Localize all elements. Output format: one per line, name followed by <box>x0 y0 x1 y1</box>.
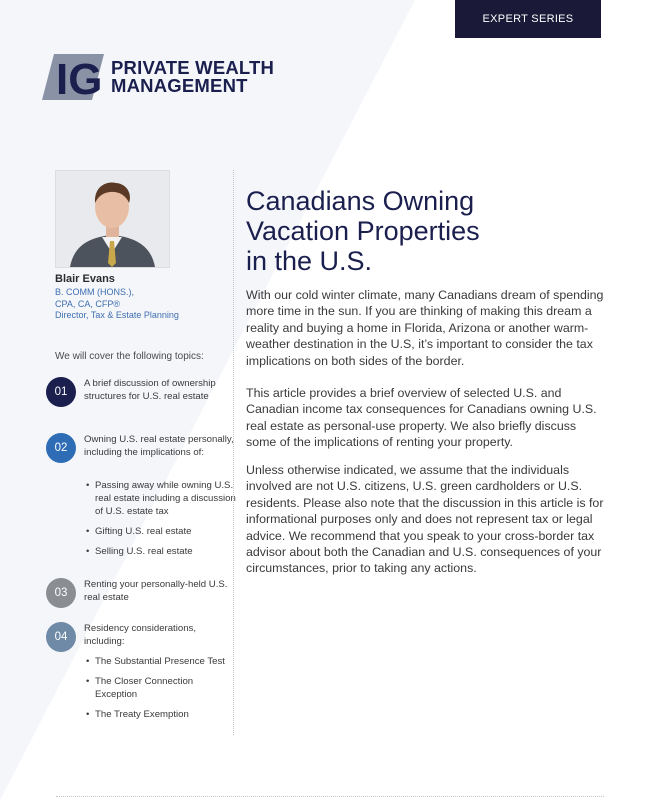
title-line-1: Canadians Owning <box>246 186 475 217</box>
logo-line-2: MANAGEMENT <box>111 75 248 96</box>
author-title: Director, Tax & Estate Planning <box>55 310 179 320</box>
logo-line-1: PRIVATE WEALTH <box>111 57 275 78</box>
topic-subtopics <box>86 479 236 565</box>
topic-label: Residency considerations, including: <box>84 623 196 647</box>
bottom-rule <box>56 796 604 797</box>
logo-wordmark <box>111 59 274 95</box>
author-credential-1: B. COMM (HONS.), <box>55 287 134 297</box>
author-credential-2: CPA, CA, CFP® <box>55 298 120 309</box>
subtopic-item: • Gifting U.S. real estate <box>86 525 236 538</box>
topic-label: Renting your personally-held U.S. real estate <box>84 579 228 603</box>
topics-intro: We will cover the following topics: <box>55 351 204 362</box>
topic-number-badge: 02 <box>46 433 76 463</box>
article-title <box>246 186 566 276</box>
title-line-2: Vacation Properties <box>246 216 480 247</box>
topic-label: Owning U.S. real estate personally, including the implications of: <box>84 434 234 458</box>
logo-mark: IG <box>56 55 103 104</box>
topic-subtopics <box>86 655 236 728</box>
subtopic-item: • The Closer Connection Exception <box>86 675 236 701</box>
topic-number-badge: 04 <box>46 622 76 652</box>
topic-label: A brief discussion of ownership structures for U.S. real estate <box>84 378 216 402</box>
column-divider <box>233 170 234 735</box>
author-photo <box>55 170 170 268</box>
expert-series-badge: EXPERT SERIES <box>455 0 601 38</box>
title-line-3: in the U.S. <box>246 246 373 277</box>
article-paragraph-3: Unless otherwise indicated, we assume that the individuals involved are not U.S. citizens, U.S. green cardholders or U.S. residents. Please also note that the discussion in this article is for informational purposes only and does not represent tax or legal advice. We recommend that you speak to your cross-border tax advisor about both the Canadian and U.S. consequences of your circumstances, prior to taking any actions. <box>246 463 604 576</box>
author-name: Blair Evans <box>55 273 115 285</box>
topic-number-badge: 01 <box>46 377 76 407</box>
subtopic-item: • The Treaty Exemption <box>86 708 236 721</box>
topic-number-badge: 03 <box>46 578 76 608</box>
subtopic-item: • Selling U.S. real estate <box>86 545 236 558</box>
subtopic-item: • Passing away while owning U.S. real estate including a discussion of U.S. estate tax <box>86 479 236 518</box>
article-paragraph-1: With our cold winter climate, many Canadians dream of spending more time in the sun. If you are thinking of making this dream a reality and buying a home in Florida, Arizona or another warm-weather destination in the U.S, it’s important to consider the tax implications on both sides of the border. <box>246 288 604 368</box>
article-paragraph-2: This article provides a brief overview of selected U.S. and Canadian income tax consequences for Canadians owning U.S. real estate as personal-use property. We also briefly discuss some of the implications of renting your property. <box>246 386 597 450</box>
author-credentials <box>55 287 179 322</box>
subtopic-item: • The Substantial Presence Test <box>86 655 236 668</box>
